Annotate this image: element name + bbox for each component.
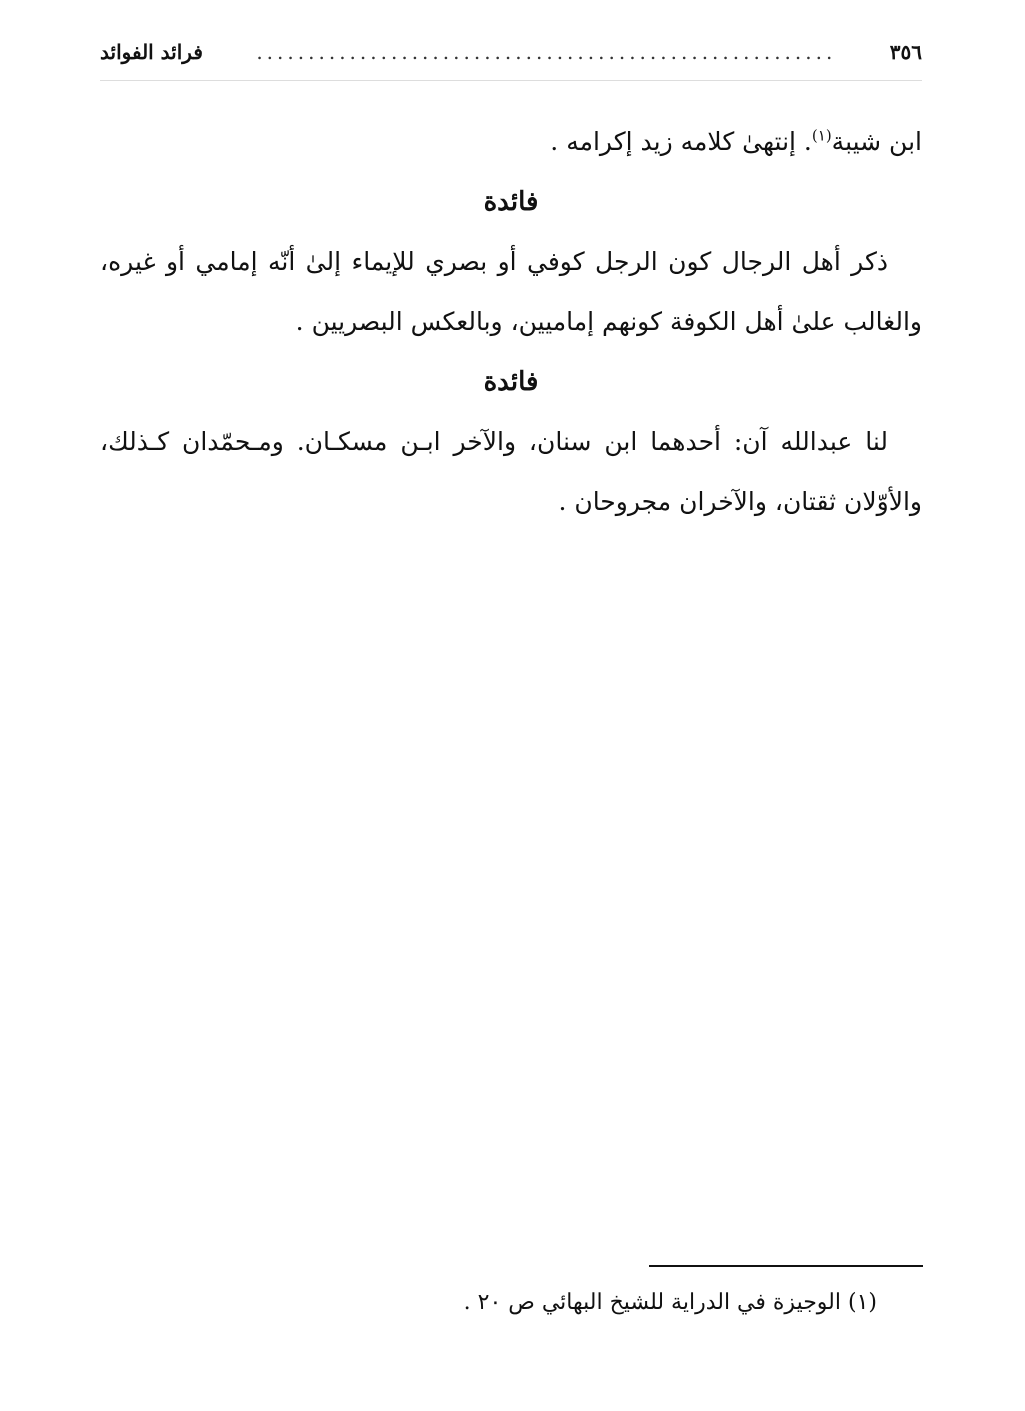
paragraph-2-line-1: لنا عبدالله آن: أحدهما ابن سنان، والآخر ابـن مسكـان. ومـحمّدان كـذلك،	[100, 427, 888, 456]
paragraph-1-line-2: والغالب علىٰ أهل الكوفة كونهم إماميين، وبالعكس البصريين .	[295, 307, 922, 336]
section-heading-1: فائدة	[483, 187, 539, 217]
footnote-reference[interactable]: (١)	[811, 126, 832, 145]
running-title: فرائد الفوائد	[100, 40, 203, 64]
opening-line	[100, 112, 922, 172]
page-body	[100, 112, 922, 532]
footnote-divider	[649, 1265, 923, 1267]
opening-tail: . إنتهىٰ كلامه زيد إكرامه .	[550, 127, 812, 156]
page-header	[100, 40, 922, 64]
page-number: ٣٥٦	[889, 40, 922, 64]
header-dot-leader: ........................................................	[256, 40, 837, 64]
paragraph-2-line-2: والأوّلان ثقتان، والآخران مجروحان .	[558, 487, 922, 516]
opening-text: ابن شيبة	[831, 127, 922, 156]
section-heading-2: فائدة	[483, 367, 539, 397]
header-divider	[100, 80, 922, 81]
paragraph-1-line-1: ذكر أهل الرجال كون الرجل كوفي أو بصري للإيماء إلىٰ أنّه إمامي أو غيره،	[100, 247, 888, 276]
footnote: (١) الوجيزة في الدراية للشيخ البهائي ص ٢٠ .	[463, 1290, 877, 1315]
